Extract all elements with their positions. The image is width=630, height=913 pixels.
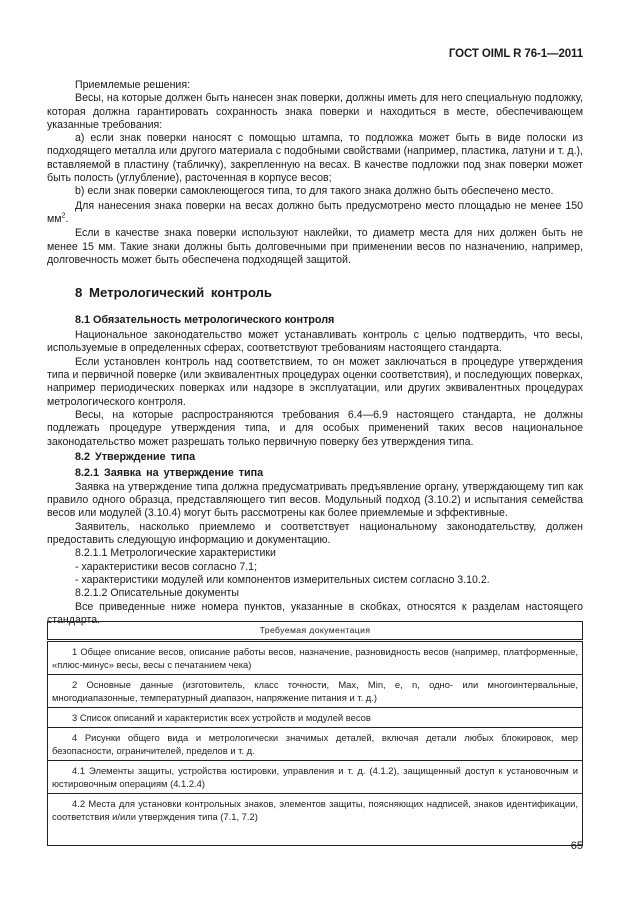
table-row bbox=[48, 794, 583, 846]
table-cell bbox=[48, 708, 583, 728]
cell-text: 1 Общее описание весов, описание работы весов, назначение, разновидность весов (например, платформенные, «плюс-минус» весы, весы с печатанием чека) bbox=[52, 646, 578, 670]
paragraph: Если в качестве знака поверки используют наклейки, то диаметр места для них должен быть не менее 15 мм. Такие знаки должны быть долговечными при применении весов по назначению, например, долговечность может быть обеспечена подходящей защитой. bbox=[47, 227, 583, 266]
table-row bbox=[48, 728, 583, 761]
section-heading-8: 8 Метрологический контроль bbox=[75, 285, 273, 301]
table-cell bbox=[48, 641, 583, 675]
list-item-b: b) если знак поверки самоклеющегося типа, то для такого знака должно быть обеспечено место. bbox=[75, 185, 554, 198]
paragraph: Национальное законодательство может устанавливать контроль с целью подтвердить, что весы, используемые в определенных сферах, соответствуют требованиям настоящего стандарта. bbox=[47, 329, 583, 355]
section-heading-8-2: 8.2 Утверждение типа bbox=[75, 450, 196, 463]
page-number: 65 bbox=[570, 840, 583, 852]
cell-text: 4 Рисунки общего вида и метрологически значимых деталей, включая детали любых блокировок, мер безопасности, ограничителей, пределов и т. д. bbox=[52, 732, 578, 756]
paragraph: Заявитель, насколько приемлемо и соответствует национальному законодательству, должен предоставить следующую информацию и документацию. bbox=[47, 520, 583, 547]
table-row bbox=[48, 761, 583, 794]
required-documentation-table bbox=[47, 621, 583, 846]
table-cell bbox=[48, 794, 583, 846]
document-header: ГОСТ OIML R 76-1—2011 bbox=[448, 48, 583, 60]
superscript: 2 bbox=[61, 212, 66, 220]
table-header-cell: Требуемая документация bbox=[48, 622, 583, 641]
document-body bbox=[47, 79, 583, 627]
cell-text: 3 Список описаний и характеристик всех устройств и модулей весов bbox=[72, 712, 371, 723]
list-item: - характеристики модулей или компонентов измерительных систем согласно 3.10.2. bbox=[75, 573, 490, 586]
table-row bbox=[48, 708, 583, 728]
table-cell bbox=[48, 728, 583, 761]
paragraph: Все приведенные ниже номера пунктов, указанные в скобках, относятся к разделам настоящего стандарта. bbox=[47, 600, 583, 626]
table-cell bbox=[48, 761, 583, 794]
paragraph: Весы, на которые должен быть нанесен знак поверки, должны иметь для него специальную подложку, которая должна гарантировать сохранность знака поверки и находиться в месте, обеспечивающем указанные требования: bbox=[47, 92, 583, 131]
list-item-a: a) если знак поверки наносят с помощью штампа, то подложка может быть в виде полоски из подходящего металла или другого материала с подобными свойствами (например, пластика, латуни и т. д.), вставляемой в пластину (табличку), закрепленную на весах. В качестве подложки под знак поверки может быть полость (углубление), расточенная в корпусе весов; bbox=[47, 132, 583, 185]
subsection-heading-8-2-1-1: 8.2.1.1 Метрологические характеристики bbox=[75, 547, 276, 560]
section-heading-8-1: 8.1 Обязательность метрологического контроля bbox=[75, 314, 335, 327]
paragraph: Весы, на которые распространяются требования 6.4—6.9 настоящего стандарта, не должны подлежать процедуре утверждения типа, и для особых применений таких весов национальное законодательство может разрешать только первичную поверку без утверждения типа. bbox=[47, 408, 583, 448]
list-item: - характеристики весов согласно 7.1; bbox=[75, 560, 258, 573]
paragraph: Приемлемые решения: bbox=[75, 79, 191, 91]
table-row bbox=[48, 641, 583, 675]
paragraph: Заявка на утверждение типа должна предусматривать предъявление органу, утверждающему тип как правило одного образца, представляющего тип весов. Модульный подход (3.10.2) и испытания семейства весов или модулей (3.10.4) могут быть рассмотрены как более приемлемые и эффективные. bbox=[47, 480, 583, 520]
paragraph-area-requirement bbox=[47, 200, 583, 227]
table-row bbox=[48, 675, 583, 708]
cell-text: 2 Основные данные (изготовитель, класс точности, Max, Min, e, n, одно- или многоинтервальные, многодиапазонные, температурный диапазон, напряжение питания и т. д.) bbox=[52, 679, 578, 703]
cell-text: 4.1 Элементы защиты, устройства юстировки, управления и т. д. (4.1.2), защищенный доступ к установочным и юстировочным операциям (4.1.2.4) bbox=[52, 765, 578, 789]
paragraph: Если установлен контроль над соответствием, то он может заключаться в процедуре утверждения типа и первичной поверке (или эквивалентных процедурах оценки соответствия), и последующих поверках, например периодических поверках или надзоре в эксплуатации, или других эквивалентных процедурах метрологического контроля. bbox=[47, 355, 583, 408]
cell-text: 4.2 Места для установки контрольных знаков, элементов защиты, поясняющих надписей, знаков идентификации, соответствия и/или утверждения типа (7.1, 7.2) bbox=[52, 798, 578, 822]
section-heading-8-2-1: 8.2.1 Заявка на утверждение типа bbox=[75, 466, 264, 479]
paragraph-text-end: . bbox=[65, 212, 69, 225]
subsection-heading-8-2-1-2: 8.2.1.2 Описательные документы bbox=[75, 587, 239, 600]
table-header-row bbox=[48, 622, 583, 641]
paragraph-text: Для нанесения знака поверки на весах должно быть предусмотрено место площадью не менее 150 мм bbox=[47, 199, 583, 225]
table-cell bbox=[48, 675, 583, 708]
